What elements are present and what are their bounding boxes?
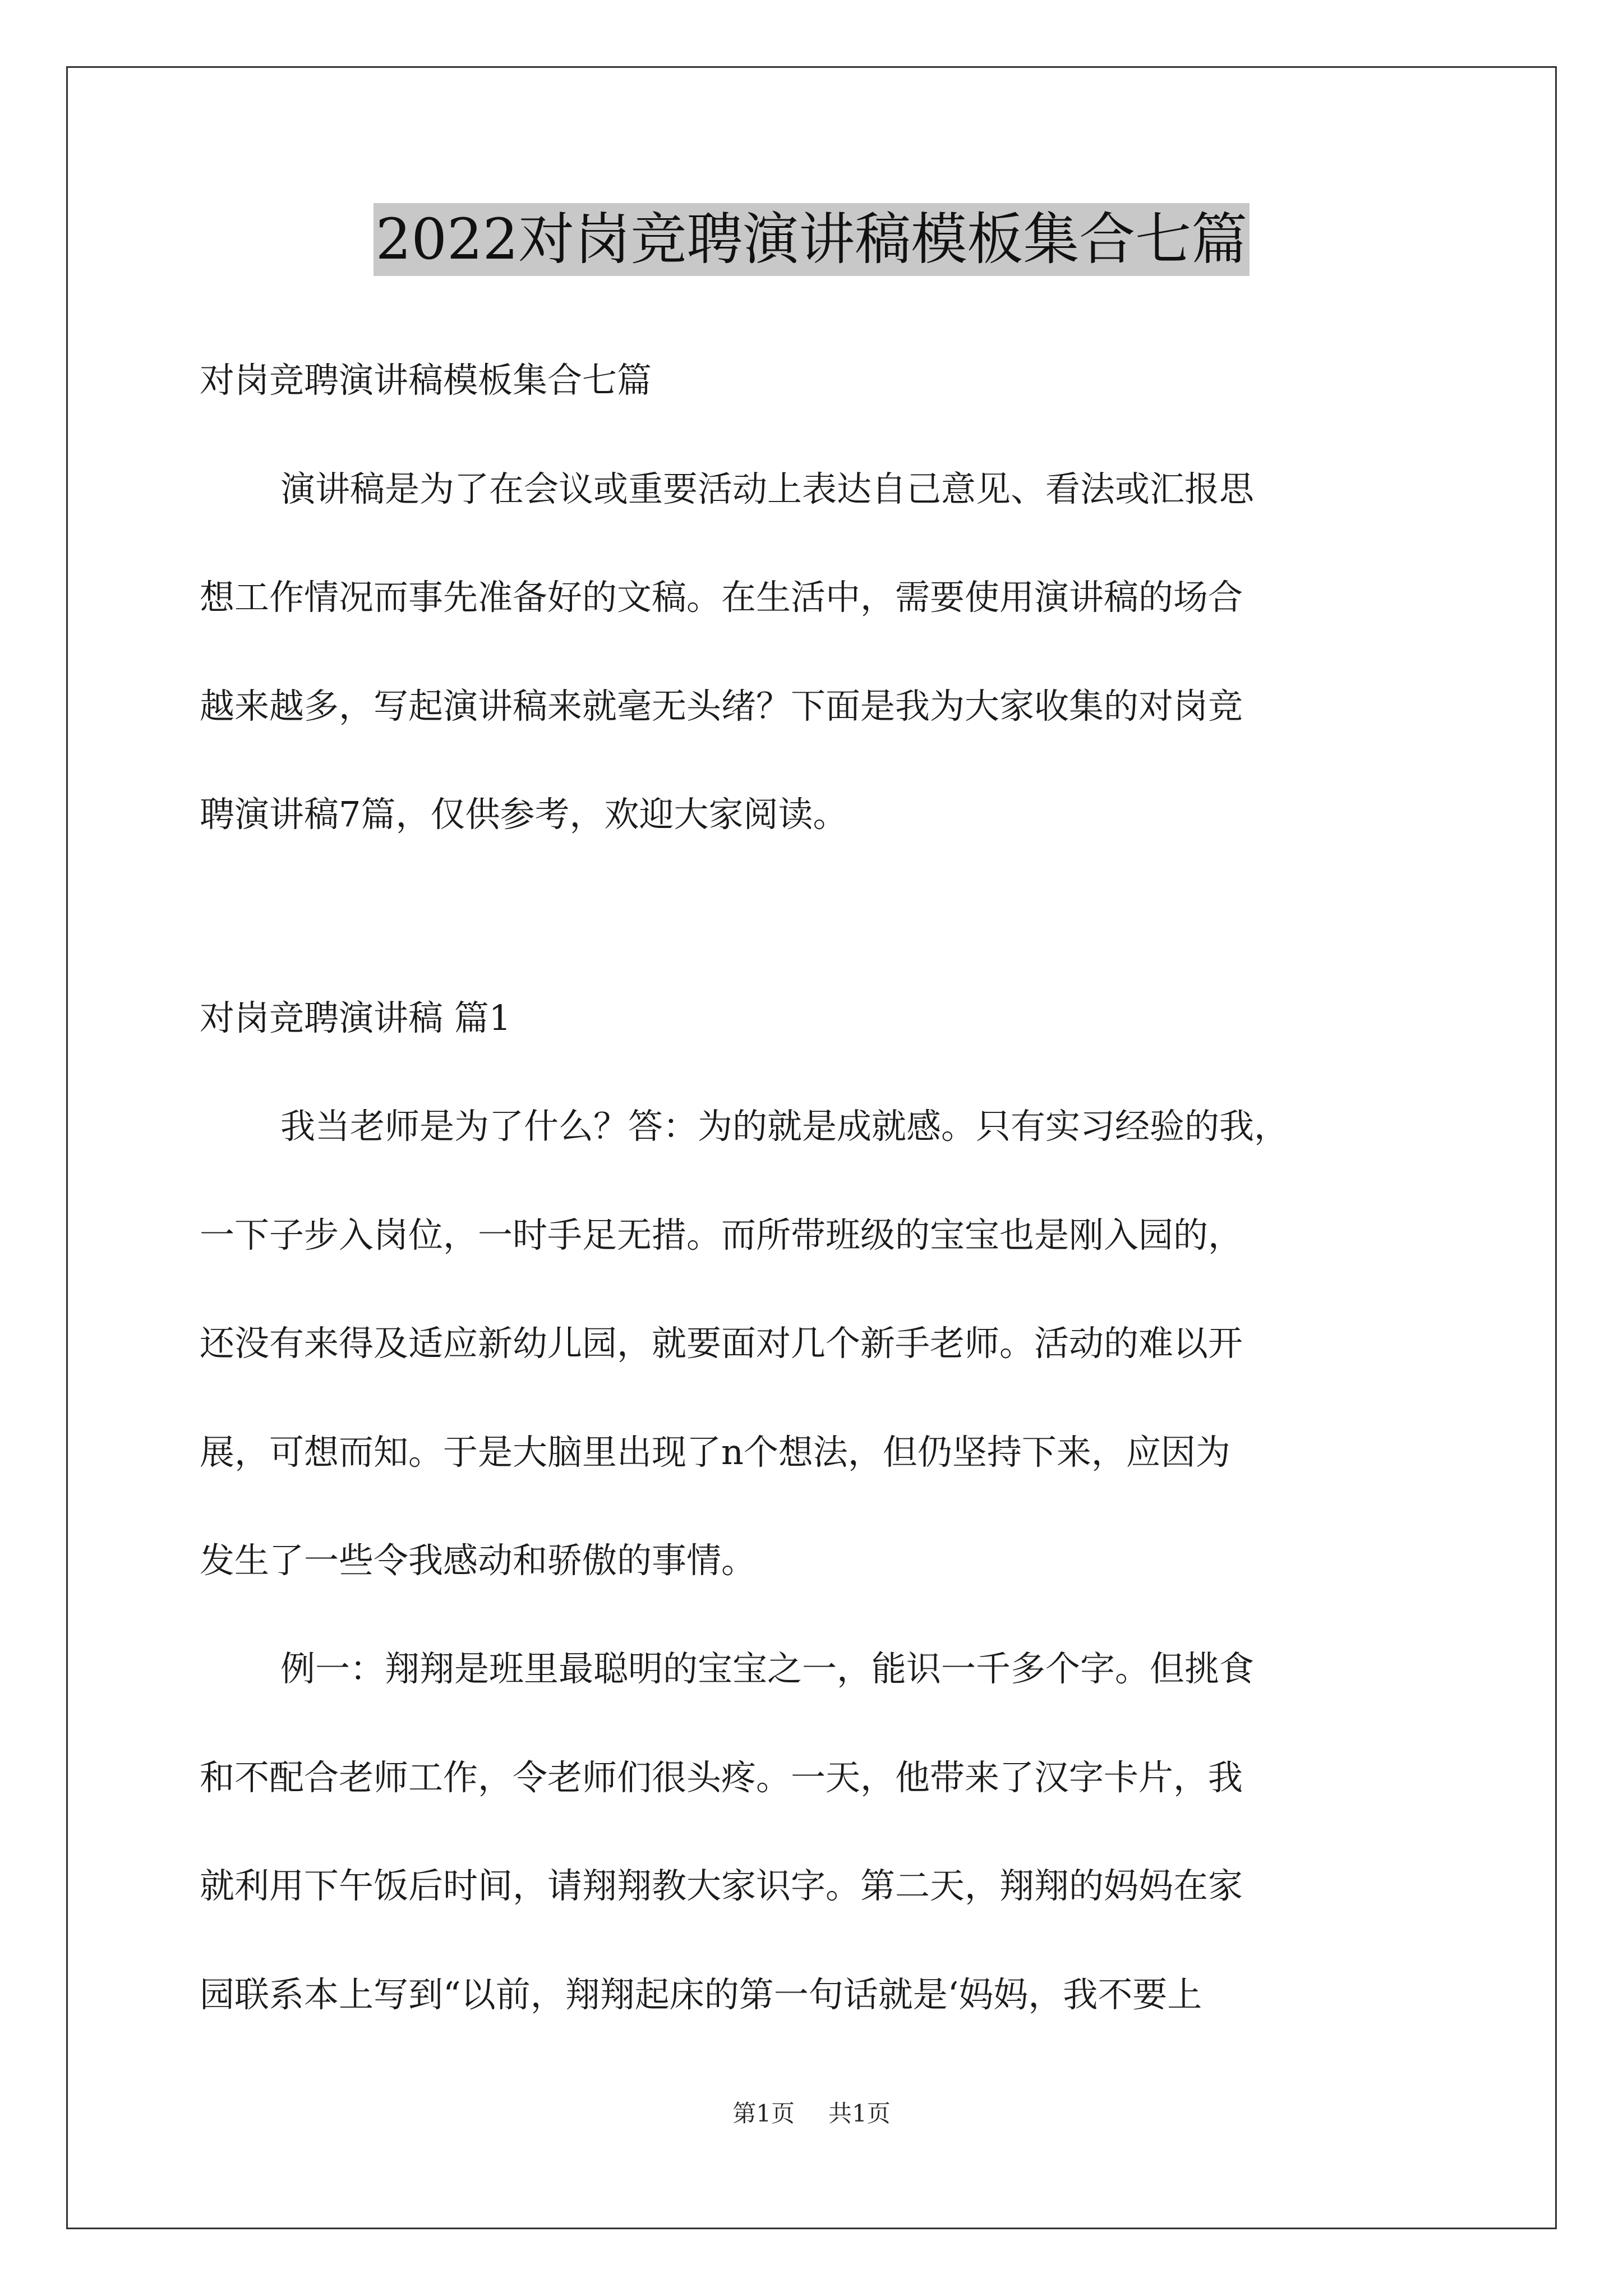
paragraph-line: 还没有来得及适应新幼儿园，就要面对几个新手老师。活动的难以开 [200,1323,1243,1364]
document-title: 2022对岗竞聘演讲稿模板集合七篇 [374,203,1250,276]
subtitle-line: 对岗竞聘演讲稿模板集合七篇 [200,360,652,401]
page-footer [0,2098,1623,2129]
paragraph-line: 演讲稿是为了在会议或重要活动上表达自己意见、看法或汇报思 [280,468,1255,509]
paragraph-line: 我当老师是为了什么？答：为的就是成就感。只有实习经验的我， [280,1106,1289,1147]
section-heading: 对岗竞聘演讲稿 篇1 [200,997,511,1038]
page-number: 第1页 [732,2100,795,2127]
paragraph-line: 越来越多，写起演讲稿来就毫无头绪？下面是我为大家收集的对岗竞 [200,685,1243,726]
paragraph-line: 和不配合老师工作，令老师们很头疼。一天，他带来了汉字卡片，我 [200,1757,1243,1798]
paragraph-line: 展，可想而知。于是大脑里出现了n个想法，但仍坚持下来，应因为 [200,1432,1230,1473]
paragraph-line: 发生了一些令我感动和骄傲的事情。 [200,1540,757,1581]
paragraph-line: 一下子步入岗位，一时手足无措。而所带班级的宝宝也是刚入园的， [200,1214,1243,1255]
paragraph-line: 想工作情况而事先准备好的文稿。在生活中，需要使用演讲稿的场合 [200,577,1243,618]
paragraph-line: 聘演讲稿7篇，仅供参考，欢迎大家阅读。 [200,794,848,835]
page-total: 共1页 [828,2100,891,2127]
paragraph-line: 例一：翔翔是班里最聪明的宝宝之一，能识一千多个字。但挑食 [280,1648,1255,1689]
paragraph-line: 园联系本上写到“以前，翔翔起床的第一句话就是‘妈妈，我不要上 [200,1974,1202,2015]
paragraph-line: 就利用下午饭后时间，请翔翔教大家识字。第二天，翔翔的妈妈在家 [200,1865,1243,1906]
title-wrap [0,203,1623,276]
